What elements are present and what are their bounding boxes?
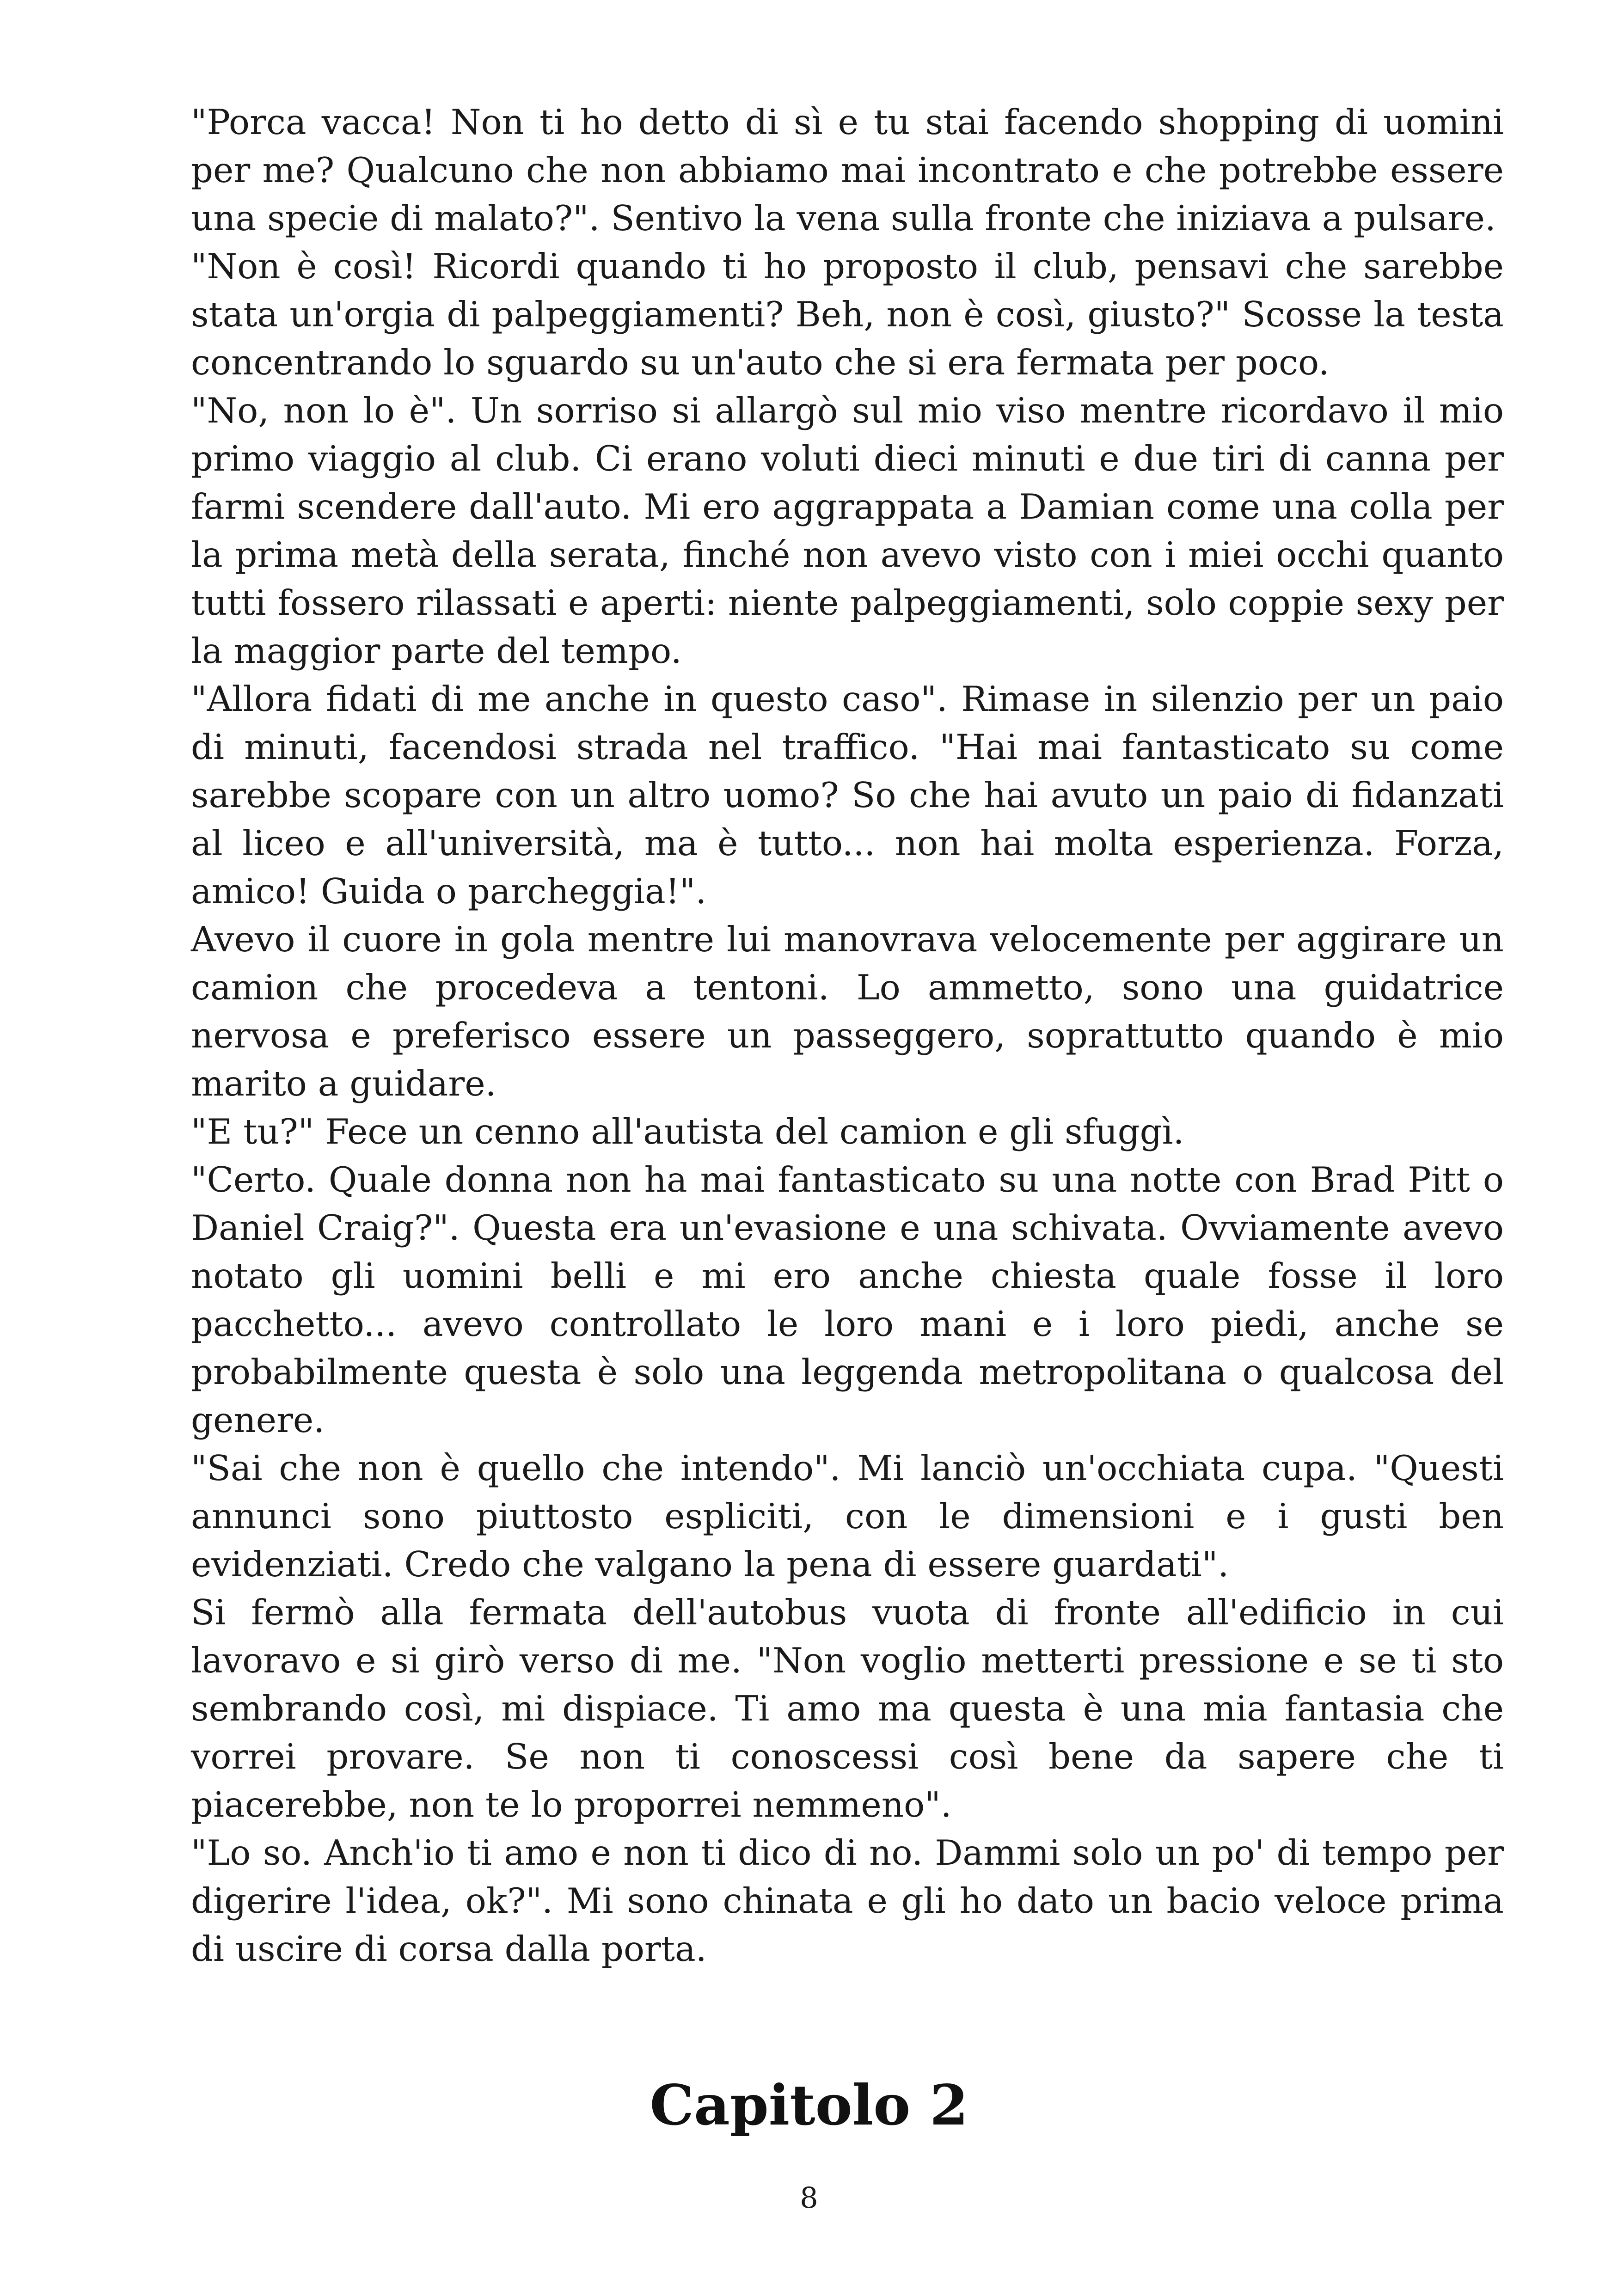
paragraph: "Allora fidati di me anche in questo caso". Rimase in silenzio per un paio di minuti, facendosi strada nel traffico. "Hai mai fantasticato su come sarebbe scopare con un altro uomo? So che hai avuto un paio di fidanzati al liceo e all'università, ma è tutto... non hai molta esperienza. Forza, amico! Guida o parcheggia!". <box>191 679 1504 912</box>
paragraph: Avevo il cuore in gola mentre lui manovrava velocemente per aggirare un camion che procedeva a tentoni. Lo ammetto, sono una guidatrice nervosa e preferisco essere un passeggero, soprattutto quando è mio marito a guidare. <box>191 919 1504 1104</box>
paragraph: "Non è così! Ricordi quando ti ho proposto il club, pensavi che sarebbe stata un'orgia di palpeggiamenti? Beh, non è così, giusto?" Scosse la testa concentrando lo sguardo su un'auto che si era fermata per poco. <box>191 246 1504 383</box>
body-text <box>191 98 1504 1973</box>
paragraph: "Lo so. Anch'io ti amo e non ti dico di no. Dammi solo un po' di tempo per digerire l'idea, ok?". Mi sono chinata e gli ho dato un bacio veloce prima di uscire di corsa dalla porta. <box>191 1832 1504 1969</box>
paragraph: "Sai che non è quello che intendo". Mi lanciò un'occhiata cupa. "Questi annunci sono piuttosto espliciti, con le dimensioni e i gusti ben evidenziati. Credo che valgano la pena di essere guardati". <box>191 1448 1504 1585</box>
paragraph: "No, non lo è". Un sorriso si allargò sul mio viso mentre ricordavo il mio primo viaggio al club. Ci erano voluti dieci minuti e due tiri di canna per farmi scendere dall'auto. Mi ero aggrappata a Damian come una colla per la prima metà della serata, finché non avevo visto con i miei occhi quanto tutti fossero rilassati e aperti: niente palpeggiamenti, solo coppie sexy per la maggior parte del tempo. <box>191 390 1504 671</box>
paragraph: "Certo. Quale donna non ha mai fantasticato su una notte con Brad Pitt o Daniel Craig?". Questa era un'evasione e una schivata. Ovviamente avevo notato gli uomini belli e mi ero anche chiesta quale fosse il loro pacchetto... avevo controllato le loro mani e i loro piedi, anche se probabilmente questa è solo una leggenda metropolitana o qualcosa del genere. <box>191 1159 1504 1440</box>
page-number: 8 <box>800 2181 818 2215</box>
paragraph: "Porca vacca! Non ti ho detto di sì e tu stai facendo shopping di uomini per me? Qualcuno che non abbiamo mai incontrato e che potrebbe essere una specie di malato?". Sentivo la vena sulla fronte che iniziava a pulsare. <box>191 102 1504 239</box>
paragraph: "E tu?" Fece un cenno all'autista del camion e gli sfuggì. <box>191 1111 1184 1152</box>
paragraph: Si fermò alla fermata dell'autobus vuota di fronte all'edificio in cui lavoravo e si girò verso di me. "Non voglio metterti pressione e se ti sto sembrando così, mi dispiace. Ti amo ma questa è una mia fantasia che vorrei provare. Se non ti conoscessi così bene da sapere che ti piacerebbe, non te lo proporrei nemmeno". <box>191 1592 1504 1825</box>
chapter-heading: Capitolo 2 <box>650 2073 968 2138</box>
